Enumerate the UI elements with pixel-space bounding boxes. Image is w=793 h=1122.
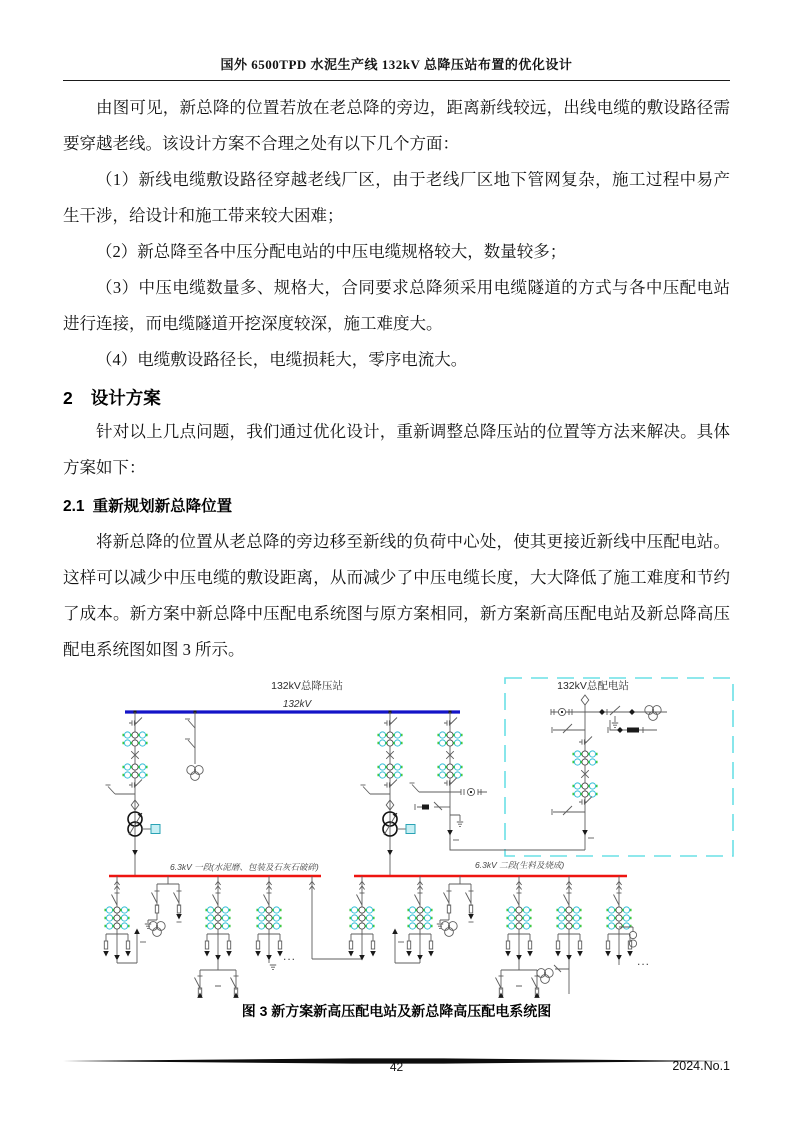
subsection-number: 2.1 — [63, 498, 85, 515]
right-station-label: 132kV总配电站 — [557, 680, 629, 692]
cable-outgoing-feeder — [410, 712, 586, 850]
transformer-feeder-1 — [106, 712, 161, 876]
figure-3-diagram — [57, 672, 737, 998]
station-boundary-box — [505, 678, 733, 856]
issue-label: 2024.No.1 — [672, 1059, 730, 1073]
list-item: （1）新线电缆敷设路径穿越老线厂区，由于老线厂区地下管网复杂，施工过程中易产生干涉，给设计和施工带来较大困难； — [63, 170, 730, 225]
mv-feeder-split — [195, 876, 239, 998]
list-item: （4）电缆敷设路径长，电缆损耗大，零序电流大。 — [96, 350, 468, 369]
article-body — [63, 90, 730, 668]
section-title: 设计方案 — [90, 388, 161, 408]
pt-feeder-mv — [145, 876, 182, 936]
subsection-title: 重新规划新总降位置 — [92, 498, 233, 515]
distribution-station-feeder — [551, 695, 667, 850]
footer-rule — [63, 1051, 730, 1057]
pt-feeder-mv — [437, 876, 474, 936]
mv-feeder — [605, 876, 636, 965]
single-line-diagram — [57, 672, 737, 998]
mv-bus1-label: 6.3kV 一段(水泥磨、包装及石灰石破碎) — [170, 862, 319, 872]
ellipsis-2: ... — [637, 954, 651, 968]
mv-feeder — [537, 876, 583, 994]
mv-feeder-split — [496, 876, 540, 998]
pt-feeder-hv — [185, 712, 203, 780]
list-item: （3）中压电缆数量多、规格大，合同要求总降须采用电缆隧道的方式与各中压配电站进行连接，而电缆隧道开挖深度较深，施工难度大。 — [63, 278, 730, 333]
paragraph: 针对以上几点问题，我们通过优化设计，重新调整总降压站的位置等方法来解决。具体方案如下： — [63, 422, 730, 477]
left-station-label: 132kV总降压站 — [271, 680, 343, 692]
figure-caption: 图 3 新方案新高压配电站及新总降高压配电系统图 — [241, 1003, 552, 1019]
hv-bus-label: 132kV — [282, 699, 312, 710]
mv-feeder — [103, 876, 131, 961]
mv-bus2-label: 6.3kV 二段(生料及烧成) — [475, 860, 565, 870]
paragraph: 由图可见，新总降的位置若放在老总降的旁边，距离新线较远，出线电缆的敷设路径需要穿越老线。该设计方案不合理之处有以下几个方面： — [63, 98, 730, 153]
ellipsis-1: ... — [283, 949, 297, 963]
list-item: （2）新总降至各中压分配电站的中压电缆规格较大，数量较多； — [96, 242, 567, 261]
subsection-heading — [63, 495, 730, 519]
mv-feeder — [348, 876, 376, 961]
section-heading — [63, 385, 730, 411]
mv-feeder — [255, 876, 283, 969]
transformer-feeder-2 — [361, 712, 416, 876]
page-number: 42 — [389, 1060, 404, 1074]
running-header-title: 国外 6500TPD 水泥生产线 132kV 总降压站布置的优化设计 — [63, 54, 730, 81]
mv-feeder — [406, 876, 434, 961]
paragraph: 将新总降的位置从老总降的旁边移至新线的负荷中心处，使其更接近新线中压配电站。这样可以减少中压电缆的敷设距离，从而减少了中压电缆长度，大大降低了施工难度和节约了成本。新方案中新总降中压配电系统图与原方案相同，新方案新高压配电站及新总降高压配电系统图如图 3 所示。 — [63, 532, 730, 659]
section-number: 2 — [63, 388, 73, 408]
